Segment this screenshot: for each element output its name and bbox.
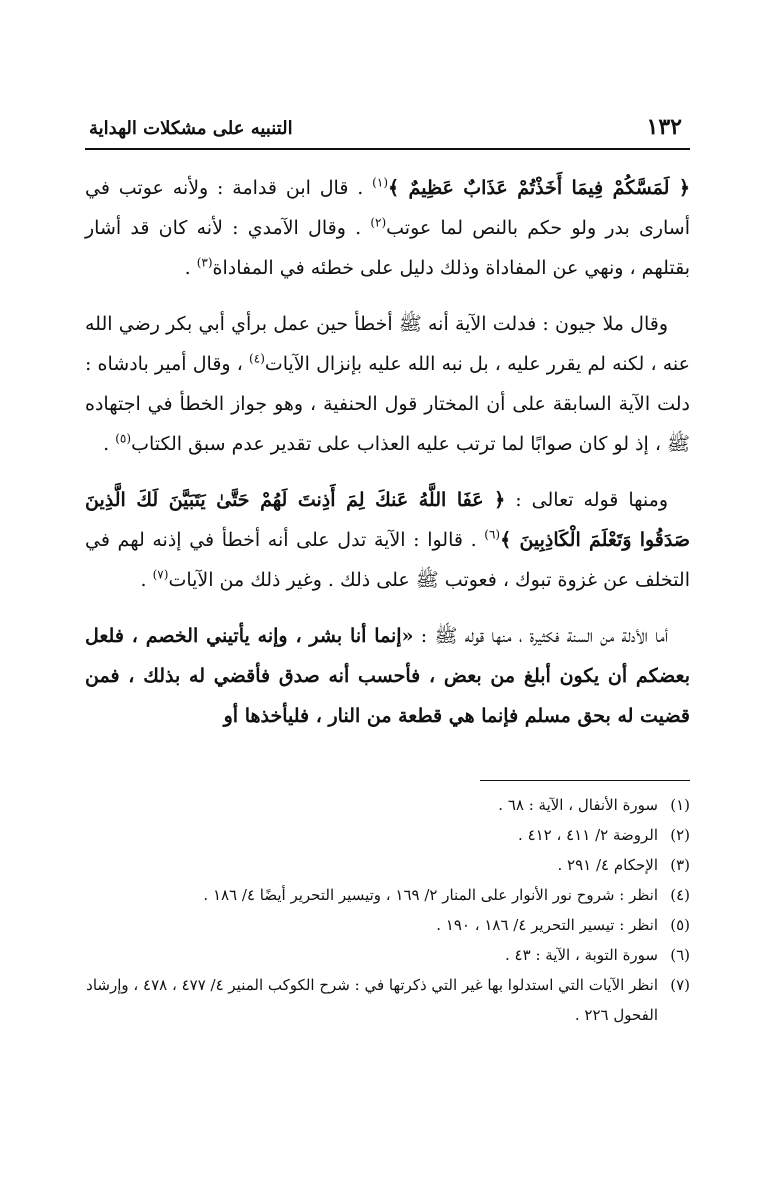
paragraph-text: وقال ملا جيون : فدلت الآية أنه ﷺ أخطأ حين عمل برأي أبي بكر رضي الله عنه ، لكنه لم يقرر عليه ، بل نبه الله عليه بإنزال الآيات [85,313,690,375]
footnote-number: (٧) [670,976,690,994]
paragraph-3 [85,480,690,600]
paragraph-text: ، وقال أمير بادشاه : دلت الآية السابقة على أن المختار قول الحنفية ، وهو جواز الخطأ في اجتهاده ﷺ ، إذ لو كان صوابًا لما ترتب عليه العذاب على تقدير عدم سبق الكتاب [85,353,690,455]
footnote-text: سورة الأنفال ، الآية : ٦٨ . [498,796,658,814]
footnote-ref[interactable]: (١) [372,175,388,190]
footnote-number: (٣) [670,856,690,874]
footnote-text: انظر : شروح نور الأنوار على المنار ٢/ ١٦٩ ، وتيسير التحرير أيضًا ٤/ ١٨٦ . [203,886,658,904]
paragraph-2 [85,304,690,464]
quran-verse: ﴿ لَمَسَّكُمْ فِيمَا أَخَذْتُمْ عَذَابٌ عَظِيمٌ ﴾ [388,177,690,199]
footnote-ref[interactable]: (٤) [249,351,265,366]
footnote-item [85,790,690,820]
footnote-text: الإحكام ٤/ ٢٩١ . [557,856,658,874]
page-number: ١٣٢ [646,114,682,140]
paragraph-text: . [103,433,116,455]
paragraph-text: . قالوا : الآية تدل على أنه أخطأ في إذنه لهم في التخلف عن غزوة تبوك ، فعوتب ﷺ على ذلك . وغير ذلك من الآيات [85,529,690,591]
footnote-ref[interactable]: (٢) [370,215,387,230]
footnote-rule [480,780,690,781]
paragraph-text: ومنها قوله تعالى : [505,489,668,511]
footnote-item [85,940,690,970]
paragraph-4 [85,616,690,736]
footnote-number: (٢) [670,826,690,844]
footnotes [85,790,690,1030]
footnote-ref[interactable]: (٧) [152,567,169,582]
footnote-ref[interactable]: (٦) [484,527,501,542]
footnote-item [85,880,690,910]
paragraph-1 [85,168,690,288]
header-rule [85,148,690,150]
paragraph-text: أما الأدلة من السنة فكثيرة ، منها قوله ﷺ : [413,625,668,647]
footnote-text: انظر الآيات التي استدلوا بها غير التي ذكرتها في : شرح الكوكب المنير ٤/ ٤٧٧ ، ٤٧٨ ، وإرشاد الفحول ٢٢٦ . [86,976,658,1024]
paragraph-text: . وقال الآمدي : لأنه كان قد أشار بقتلهم ، ونهي عن المفاداة وذلك دليل على خطئه في المفاداة [85,217,690,279]
footnote-ref[interactable]: (٣) [196,255,213,270]
footnote-number: (٥) [670,916,690,934]
footnote-number: (٤) [670,886,690,904]
paragraph-text: . [184,257,197,279]
page-header [85,112,690,148]
footnote-text: سورة التوبة ، الآية : ٤٣ . [505,946,658,964]
paragraph-text: . قال ابن قدامة : ولأنه عوتب في أسارى بدر ولو حكم بالنص لما عوتب [85,177,690,239]
footnote-number: (٦) [670,946,690,964]
footnote-item [85,820,690,850]
main-text [85,168,690,752]
footnote-text: الروضة ٢/ ٤١١ ، ٤١٢ . [518,826,658,844]
footnote-item [85,850,690,880]
hadith-quote: «إنما أنا بشر ، وإنه يأتيني الخصم ، فلعل بعضكم أن يكون أبلغ من بعض ، فأحسب أنه صدق فأقضي له بذلك ، فمن قضيت له بحق مسلم فإنما هي قطعة من النار ، فليأخذها أو [85,625,690,727]
footnote-item [85,910,690,940]
footnote-item [85,970,690,1030]
footnote-text: انظر : تيسير التحرير ٤/ ١٨٦ ، ١٩٠ . [436,916,658,934]
paragraph-text: . [140,569,153,591]
running-title: التنبيه على مشكلات الهداية [89,118,293,139]
footnote-number: (١) [670,796,690,814]
footnote-ref[interactable]: (٥) [115,431,132,446]
quran-verse: ﴿ عَفَا اللَّهُ عَنكَ لِمَ أَذِنتَ لَهُمْ حَتَّىٰ يَتَبَيَّنَ لَكَ الَّذِينَ صَدَقُوا وَتَعْلَمَ الْكَاذِبِينَ ﴾ [85,489,691,551]
